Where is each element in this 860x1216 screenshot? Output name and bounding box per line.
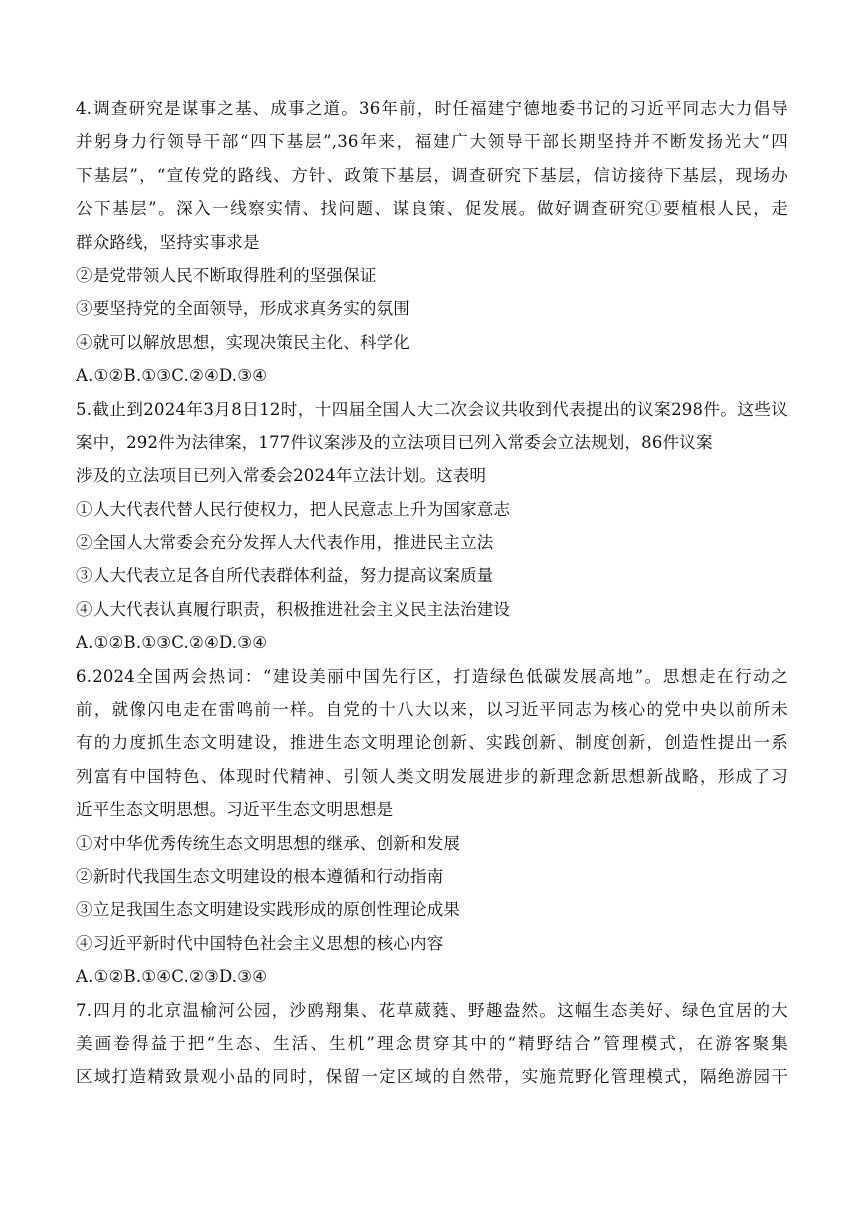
question-stem-line: 涉及的立法项目已列入常委会2024年立法计划。这表明 [76,466,487,486]
question-5 [76,393,788,660]
question-stem-line: 区域打造精致景观小品的同时，保留一定区域的自然带，实施荒野化管理模式，隔绝游园干 [76,1067,788,1087]
answer-choices: A.①②B.①③C.②④D.③④ [76,366,268,386]
question-4 [76,92,788,393]
statement-option: ②新时代我国生态文明建设的根本遵循和行动指南 [76,866,444,886]
statement-option: ④人大代表认真履行职责，积极推进社会主义民主法治建设 [76,599,511,619]
statement-option: ②全国人大常委会充分发挥人大代表作用，推进民主立法 [76,533,494,553]
statement-option: ③要坚持党的全面领导，形成求真务实的氛围 [76,299,410,319]
statement-option: ③人大代表立足各自所代表群体利益，努力提高议案质量 [76,566,494,586]
question-stem-line: 5.截止到2024年3月8日12时，十四届全国人大二次会议共收到代表提出的议案298件。这些议 [76,399,788,419]
question-stem-line: 前，就像闪电走在雷鸣前一样。自党的十八大以来，以习近平同志为核心的党中央以前所未 [76,700,788,720]
question-stem-line: 近平生态文明思想。习近平生态文明思想是 [76,800,394,820]
question-stem-line: 列富有中国特色、体现时代精神、引领人类文明发展进步的新理念新思想新战略，形成了习 [76,766,788,786]
answer-choices: A.①②B.①③C.②④D.③④ [76,633,268,653]
statement-option: ③立足我国生态文明建设实践形成的原创性理论成果 [76,900,461,920]
answer-choices: A.①②B.①④C.②③D.③④ [76,967,268,987]
question-stem-line: 案中，292件为法律案，177件议案涉及的立法项目已列入常委会立法规划，86件议案 [76,432,713,452]
question-7 [76,994,788,1094]
exam-page [76,92,788,1094]
question-stem-line: 美画卷得益于把“生态、生活、生机”理念贯穿其中的“精野结合”管理模式，在游客聚集 [76,1033,788,1053]
question-stem-line: 7.四月的北京温榆河公园，沙鸥翔集、花草葳蕤、野趣盎然。这幅生态美好、绿色宜居的大 [76,1000,788,1020]
question-6 [76,660,788,994]
statement-option: ④习近平新时代中国特色社会主义思想的核心内容 [76,933,444,953]
question-stem-line: 公下基层”。深入一线察实情、找问题、谋良策、促发展。做好调查研究①要植根人民，走 [76,199,788,219]
question-stem-line: 群众路线，坚持实事求是 [76,232,260,252]
statement-option: ④就可以解放思想，实现决策民主化、科学化 [76,332,410,352]
question-stem-line: 下基层”，“宣传党的路线、方针、政策下基层，调查研究下基层，信访接待下基层，现场办 [76,165,788,185]
question-stem-line: 有的力度抓生态文明建设，推进生态文明理论创新、实践创新、制度创新，创造性提出一系 [76,733,788,753]
question-stem-line: 并躬身力行领导干部“四下基层”,36年来，福建广大领导干部长期坚持并不断发扬光大“四 [76,132,788,152]
statement-option: ②是党带领人民不断取得胜利的坚强保证 [76,265,377,285]
question-stem-line: 4.调查研究是谋事之基、成事之道。36年前，时任福建宁德地委书记的习近平同志大力倡导 [76,99,788,118]
question-stem-line: 6.2024全国两会热词：“建设美丽中国先行区，打造绿色低碳发展高地”。思想走在行动之 [76,666,788,686]
statement-option: ①对中华优秀传统生态文明思想的继承、创新和发展 [76,833,461,853]
statement-option: ①人大代表代替人民行使权力，把人民意志上升为国家意志 [76,499,511,519]
